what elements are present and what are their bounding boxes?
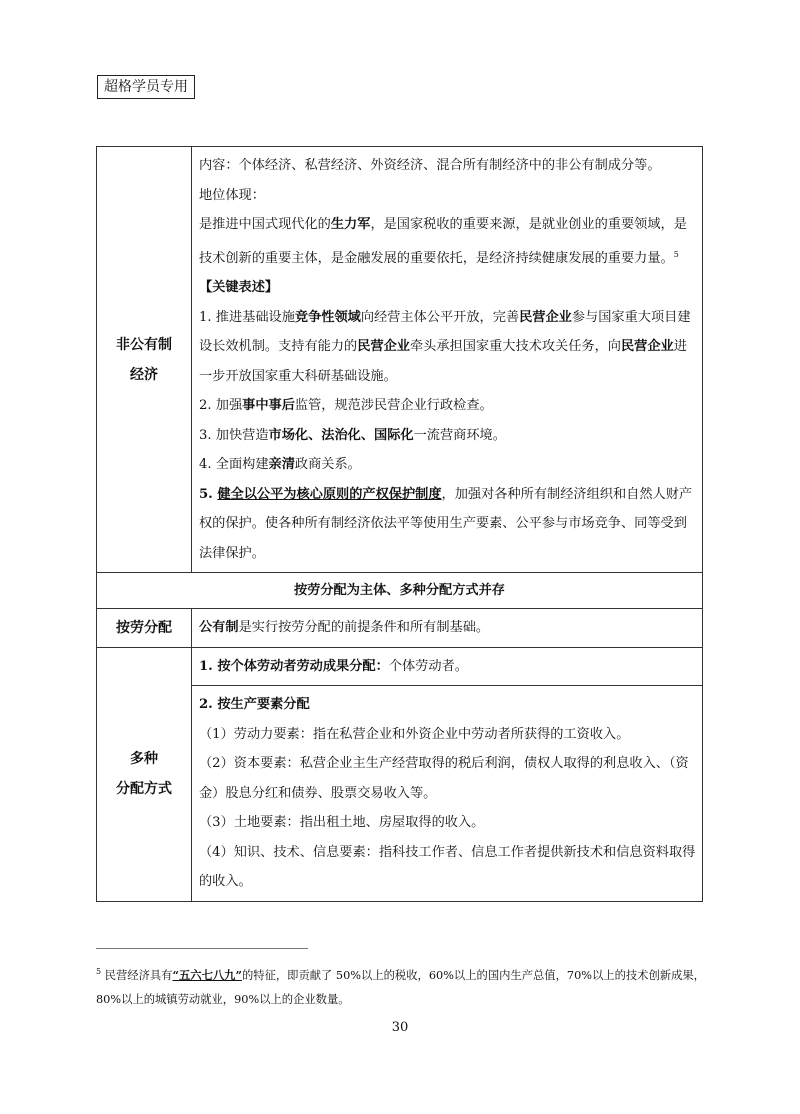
position-paragraph: 是推进中国式现代化的生力军，是国家税收的重要来源，是就业创业的重要领域，是技术创新的重要主体，是金融发展的重要依托，是经济持续健康发展的重要力量。$^5$ (199, 217, 687, 266)
content-table (96, 146, 703, 902)
key-item-5: 5. 健全以公平为核心原则的产权保护制度，加强对各种所有制经济组织和自然人财产权的保护。使各种所有制经济依法平等使用生产要素、公平参与市场竞争、同等受到法律保护。 (199, 486, 693, 561)
row-content-individual: 1. 按个体劳动者劳动成果分配：个体劳动者。 (192, 647, 703, 686)
key-item-2: 2. 加强事中事后监管，规范涉民营企业行政检查。 (199, 398, 493, 413)
table-row (97, 609, 703, 648)
factor-item: （2）资本要素：私营企业主生产经营取得的税后利润，债权人取得的利息收入、（资金）股息分红和债券、股票交易收入等。 (199, 756, 689, 801)
row-label-line: 非公有制 (116, 336, 172, 353)
header-badge: 超格学员专用 (97, 75, 195, 99)
row-label-multiple (97, 647, 192, 901)
footnote-divider (96, 948, 308, 949)
row-content-labor: 公有制是实行按劳分配的前提条件和所有制基础。 (192, 609, 703, 648)
content-paragraph: 内容：个体经济、私营经济、外资经济、混合所有制经济中的非公有制成分等。 (199, 158, 661, 173)
footnote-number: 5 (96, 967, 102, 976)
footnote: $^5$ 民营经济具有“五六七八九”的特征，即贡献了 50%以上的税收，60%以上的国内生产总值，70%以上的技术创新成果，80%以上的城镇劳动就业，90%以上的企业数量。 (96, 967, 705, 1006)
row-label-line: 多种 (130, 751, 158, 767)
row-content-nonpublic (192, 147, 703, 573)
row-label-labor: 按劳分配 (97, 609, 192, 648)
key-item-3: 3. 加快营造市场化、法治化、国际化一流营商环境。 (199, 427, 506, 443)
key-item-4: 4. 全面构建亲清政商关系。 (199, 457, 361, 472)
section-header: 按劳分配为主体、多种分配方式并存 (97, 573, 703, 609)
row-label-line: 经济 (130, 366, 158, 383)
table-row (97, 147, 703, 573)
factor-item: （1）劳动力要素：指在私营企业和外资企业中劳动者所获得的工资收入。 (199, 726, 630, 742)
key-title: 【关键表述】 (199, 280, 279, 295)
factor-item: （4）知识、技术、信息要素：指科技工作者、信息工作者提供新技术和信息资料取得的收入。 (199, 844, 696, 889)
row-content-factors (192, 686, 703, 902)
factor-item: （3）土地要素：指出租土地、房屋取得的收入。 (199, 815, 485, 830)
footnote-ref: 5 (673, 249, 679, 259)
key-item-1: 1. 推进基础设施竞争性领域向经营主体公平开放，完善民营企业参与国家重大项目建设长效机制。支持有能力的民营企业牵头承担国家重大技术攻关任务，向民营企业进一步开放国家重大科研基础设施。 (199, 309, 691, 384)
factors-title: 2. 按生产要素分配 (199, 697, 310, 712)
position-title: 地位体现： (199, 187, 265, 203)
row-label-line: 分配方式 (116, 781, 172, 797)
page-number: 30 (391, 1020, 409, 1035)
table-row (97, 647, 703, 686)
row-label-nonpublic (97, 147, 192, 573)
table-row (97, 573, 703, 609)
